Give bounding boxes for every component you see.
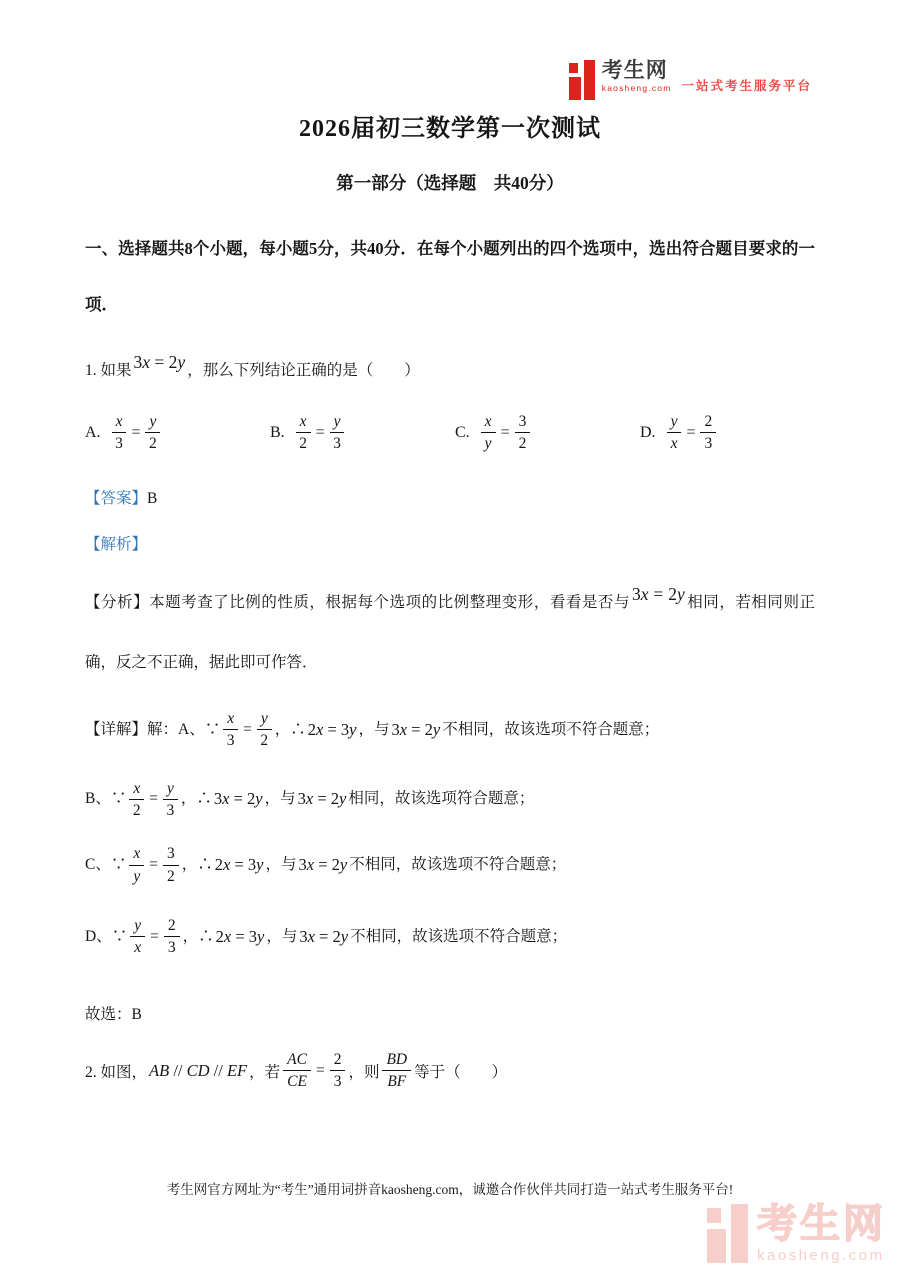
logo-brand-name: 考生网 <box>601 59 668 82</box>
fraction: $\frac{2}{3}$ <box>700 412 716 454</box>
option-b-label: B. <box>270 423 285 441</box>
logo-domain-text: kaosheng.com <box>601 83 672 93</box>
footer-note: 考生网官方网址为“考生”通用词拼音kaosheng.com，诚邀合作伙伴共同打造一站式考生服务平台! <box>166 1182 734 1197</box>
option-a-label: A. <box>85 423 101 441</box>
option-c: C. $\frac{x}{y}$ = $\frac{3}{2}$ <box>455 412 640 454</box>
fraction: $\frac{y}{x}$ <box>130 916 145 958</box>
page-title: 2026届初三数学第一次测试 <box>299 116 601 142</box>
detail-label: 【详解】 <box>85 720 148 738</box>
fraction: $\frac{y}{3}$ <box>330 412 345 454</box>
fraction: $\frac{y}{2}$ <box>257 709 272 751</box>
fraction: $\frac{x}{y}$ <box>129 844 144 886</box>
conclusion-answer: B <box>131 1005 142 1023</box>
option-c-label: C. <box>455 423 470 441</box>
answer-line <box>85 486 815 508</box>
fraction: $\frac{2}{3}$ <box>164 916 180 958</box>
detail-line-a: 【详解】 解：A、∵ $\frac{x}{3}$ = $\frac{y}{2}$ ，∴ 2x = 3y ，与 3x = 2y 不相同，故该选项不符合题意； <box>85 709 660 750</box>
q2-prefix: 2. 如图， <box>85 1063 148 1081</box>
answer-value: B <box>147 489 158 507</box>
q2-parallel-equation: AB // CD // EF <box>149 1060 248 1080</box>
fraction: $\frac{y}{x}$ <box>667 412 682 454</box>
part-heading: 第一部分（选择题 共40分） <box>336 173 564 193</box>
q2-suffix: 等于（ ） <box>414 1063 508 1081</box>
question-1 <box>85 347 815 386</box>
fraction: $\frac{y}{3}$ <box>163 779 178 821</box>
detail-line-b: B、∵ $\frac{x}{2}$ = $\frac{y}{3}$ ，∴ 3x = 2y ，与 3x = 2y 相同，故该选项符合题意； <box>85 779 535 819</box>
option-a: A. $\frac{x}{3}$ = $\frac{y}{2}$ <box>85 412 270 454</box>
fraction: $\frac{BD}{BF}$ <box>382 1050 411 1092</box>
kaosheng-watermark <box>707 1204 886 1264</box>
jiexi-label: 【解析】 <box>85 535 148 553</box>
watermark-logo-icon <box>707 1204 749 1264</box>
fraction: $\frac{x}{3}$ <box>112 412 127 454</box>
fraction: $\frac{x}{3}$ <box>223 709 238 751</box>
option-d-label: D. <box>640 423 656 441</box>
fraction: $\frac{x}{2}$ <box>129 779 144 821</box>
q1-prefix: 1. 如果 <box>85 362 132 379</box>
option-d: D. $\frac{y}{x}$ = $\frac{2}{3}$ <box>640 412 719 454</box>
watermark-domain-text: kaosheng.com <box>757 1247 885 1264</box>
section-intro: 一、选择题共8个小题，每小题5分，共40分．在每个小题列出的四个选项中，选出符合题目要求的一项． <box>85 239 815 314</box>
question-2: 2. 如图， AB // CD // EF ，若 $\frac{AC}{CE}$ = $\frac{2}{3}$ ，则 $\frac{BD}{BF}$ 等于（ ） <box>85 1050 508 1091</box>
fraction: $\frac{3}{2}$ <box>515 412 531 454</box>
fraction: $\frac{y}{2}$ <box>145 412 160 454</box>
q1-options-row <box>85 412 815 454</box>
fraction: $\frac{x}{y}$ <box>481 412 496 454</box>
conclusion-line: 故选：B <box>85 1005 142 1023</box>
answer-label: 【答案】 <box>85 489 148 507</box>
jiexi-line <box>85 532 815 554</box>
fraction: $\frac{3}{2}$ <box>163 844 179 886</box>
logo-tagline: 一站式考生服务平台 <box>681 79 812 93</box>
analysis-equation: 3x = 2y <box>632 583 685 604</box>
detail-line-d: D、∵ $\frac{y}{x}$ = $\frac{2}{3}$ ，∴ 2x = 3y ，与 3x = 2y 不相同，故该选项不符合题意； <box>85 917 568 957</box>
fraction: $\frac{x}{2}$ <box>296 412 311 454</box>
fraction: $\frac{2}{3}$ <box>330 1050 346 1092</box>
watermark-brand-name: 考生网 <box>757 1202 886 1246</box>
q1-suffix: ，那么下列结论正确的是（ ） <box>187 362 420 379</box>
analysis-label: 【分析】 <box>85 593 150 611</box>
analysis-paragraph: 【分析】本题考查了比例的性质，根据每个选项的比例整理变形，看看是否与 3x = 2y 相同，若相同则正确，反之不正确，据此即可作答． <box>85 583 815 671</box>
q1-equation: 3x = 2y <box>133 352 186 372</box>
detail-line-c: C、∵ $\frac{x}{y}$ = $\frac{3}{2}$ ，∴ 2x = 3y ，与 3x = 2y 不相同，故该选项不符合题意； <box>85 845 567 885</box>
option-b: B. $\frac{x}{2}$ = $\frac{y}{3}$ <box>270 412 455 454</box>
kaosheng-header-logo <box>569 60 812 101</box>
fraction: $\frac{AC}{CE}$ <box>283 1050 311 1092</box>
kaosheng-logo-icon <box>569 60 596 101</box>
